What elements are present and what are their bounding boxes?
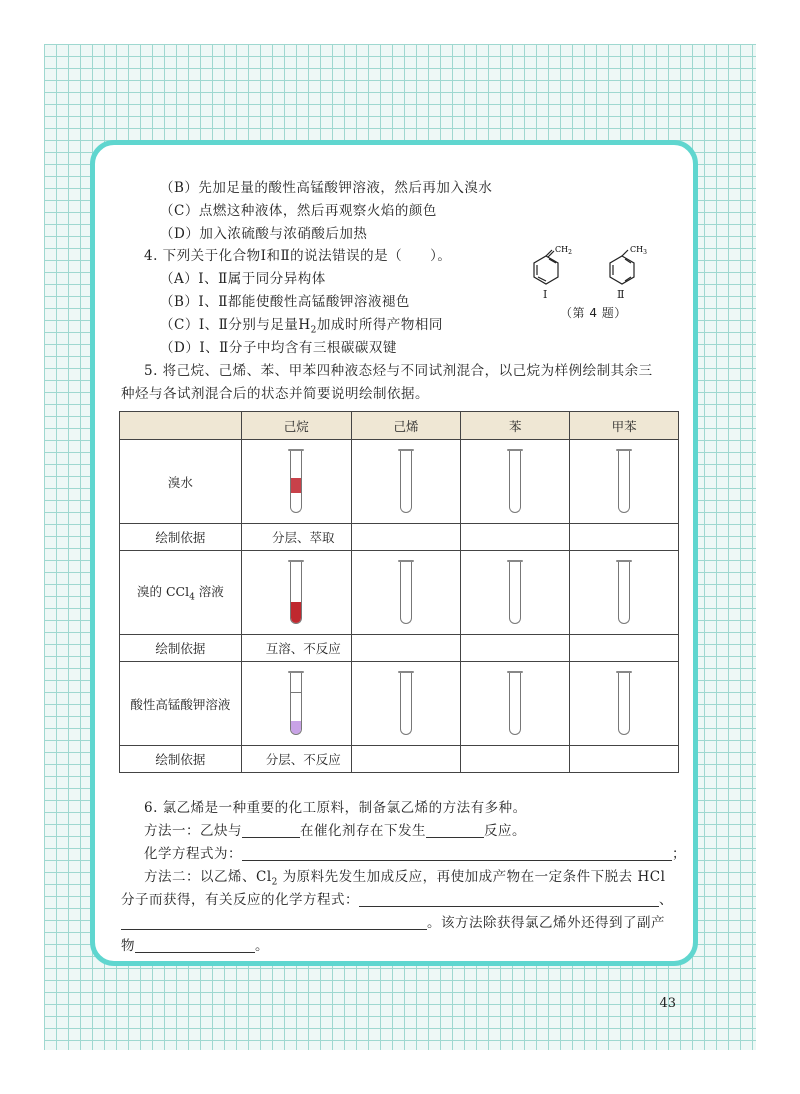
basis-answer-cell[interactable]: [570, 524, 679, 551]
table-row-basis-1: [120, 524, 679, 551]
basis-answer-cell[interactable]: [351, 635, 461, 662]
q6-method-2-line-2: 分子而获得，有关反应的化学方程式： 、: [121, 892, 673, 908]
test-tube-hexane-bromine-water: [290, 451, 302, 513]
q4-option-d: （D）Ⅰ、Ⅱ分子中均含有三根碳碳双键: [160, 340, 397, 356]
q4-stem: 4. 下列关于化合物Ⅰ和Ⅱ的说法错误的是（ ）。: [144, 248, 452, 264]
test-tube-cell[interactable]: [461, 551, 570, 635]
test-tube-cell[interactable]: [351, 662, 461, 746]
table-header-hexane: 己烷: [241, 412, 351, 440]
test-tube-cell[interactable]: [461, 440, 570, 524]
compound-ii-group: $CH_3$: [630, 245, 647, 256]
test-tube-cell[interactable]: [461, 662, 570, 746]
table-header-corner: [120, 412, 242, 440]
q4-structure-figure: [526, 244, 676, 300]
answer-blank[interactable]: [242, 846, 672, 861]
table-row-bromine-water: [120, 440, 679, 524]
basis-label: 绘制依据: [120, 746, 242, 773]
answer-blank[interactable]: [121, 915, 427, 930]
q3-option-c: （C）点燃这种液体，然后再观察火焰的颜色: [160, 203, 437, 219]
table-row-basis-3: [120, 746, 679, 773]
table-row-basis-2: [120, 635, 679, 662]
q6-stem: 6. 氯乙烯是一种重要的化工原料，制备氯乙烯的方法有多种。: [144, 800, 527, 816]
answer-blank[interactable]: [135, 938, 255, 953]
test-tube-cell: [241, 551, 351, 635]
q3-option-d: （D）加入浓硫酸与浓硝酸后加热: [160, 226, 368, 242]
q3-option-b: （B）先加足量的酸性高锰酸钾溶液，然后再加入溴水: [160, 180, 493, 196]
page-number: 43: [659, 996, 676, 1011]
row-label-bromine-water: 溴水: [120, 440, 242, 524]
test-tube-cell[interactable]: [570, 551, 679, 635]
answer-blank[interactable]: [359, 892, 659, 907]
test-tube-empty: [400, 673, 412, 735]
basis-label: 绘制依据: [120, 635, 242, 662]
basis-answer-cell[interactable]: [570, 635, 679, 662]
q6-method-2-line-4: 物 。: [121, 938, 269, 954]
q6-method-2-line-3: 。该方法除获得氯乙烯外还得到了副产: [121, 911, 665, 931]
test-tube-empty: [509, 562, 521, 624]
compound-i-structure: [534, 250, 558, 284]
row-label-kmno4: 酸性高锰酸钾溶液: [120, 662, 242, 746]
compound-ii-label: Ⅱ: [617, 288, 625, 301]
q5-line-1: 5. 将己烷、己烯、苯、甲苯四种液态烃与不同试剂混合，以己烷为样例绘制其余三: [144, 363, 653, 379]
q4-option-c: （C）Ⅰ、Ⅱ分别与足量$H_2$加成时所得产物相同: [160, 317, 443, 336]
test-tube-cell: [241, 662, 351, 746]
table-row-bromine-ccl4: [120, 551, 679, 635]
compound-i-group: $CH_2$: [555, 245, 572, 256]
test-tube-cell: [241, 440, 351, 524]
basis-answer-cell[interactable]: [570, 746, 679, 773]
q6-method-2: 方法二：以乙烯、$Cl_2$ 为原料先发生加成反应，再使加成产物在一定条件下脱去 HCl: [144, 869, 666, 888]
answer-blank[interactable]: [242, 823, 300, 838]
basis-answer-cell[interactable]: [351, 524, 461, 551]
test-tube-cell[interactable]: [351, 551, 461, 635]
basis-label: 绘制依据: [120, 524, 242, 551]
compound-ii-structure: [610, 250, 634, 284]
table-header-toluene: 甲苯: [570, 412, 679, 440]
q6-method-1: 方法一：乙炔与 在催化剂存在下发生 反应。: [144, 823, 526, 839]
test-tube-empty: [400, 451, 412, 513]
basis-value-hexane: 互溶、不反应: [241, 635, 351, 662]
test-tube-empty: [509, 673, 521, 735]
basis-answer-cell[interactable]: [461, 635, 570, 662]
compound-i-label: Ⅰ: [543, 288, 548, 301]
q6-equation-1: 化学方程式为： ；: [144, 846, 686, 862]
test-tube-empty: [400, 562, 412, 624]
test-tube-hexane-kmno4: [290, 673, 302, 735]
q4-figure-caption: （第 4 题）: [560, 306, 627, 320]
basis-answer-cell[interactable]: [461, 746, 570, 773]
test-tube-cell[interactable]: [570, 662, 679, 746]
row-label-bromine-ccl4: 溴的 CCl$_4$ 溶液: [120, 551, 242, 635]
basis-value-hexane: 分层、不反应: [241, 746, 351, 773]
test-tube-cell[interactable]: [351, 440, 461, 524]
basis-value-hexane: 分层、萃取: [241, 524, 351, 551]
test-tube-cell[interactable]: [570, 440, 679, 524]
test-tube-hexane-bromine-ccl4: [290, 562, 302, 624]
test-tube-empty: [509, 451, 521, 513]
table-header-row: [120, 412, 679, 440]
q4-option-b: （B）Ⅰ、Ⅱ都能使酸性高锰酸钾溶液褪色: [160, 294, 410, 310]
basis-answer-cell[interactable]: [461, 524, 570, 551]
q5-line-2: 种烃与各试剂混合后的状态并简要说明绘制依据。: [121, 386, 429, 402]
q4-option-a: （A）Ⅰ、Ⅱ属于同分异构体: [160, 271, 326, 287]
table-row-kmno4: [120, 662, 679, 746]
test-tube-empty: [618, 562, 630, 624]
test-tube-empty: [618, 451, 630, 513]
reagent-table: [119, 411, 679, 773]
table-header-hexene: 己烯: [351, 412, 461, 440]
test-tube-empty: [618, 673, 630, 735]
answer-blank[interactable]: [426, 823, 484, 838]
table-header-benzene: 苯: [461, 412, 570, 440]
basis-answer-cell[interactable]: [351, 746, 461, 773]
